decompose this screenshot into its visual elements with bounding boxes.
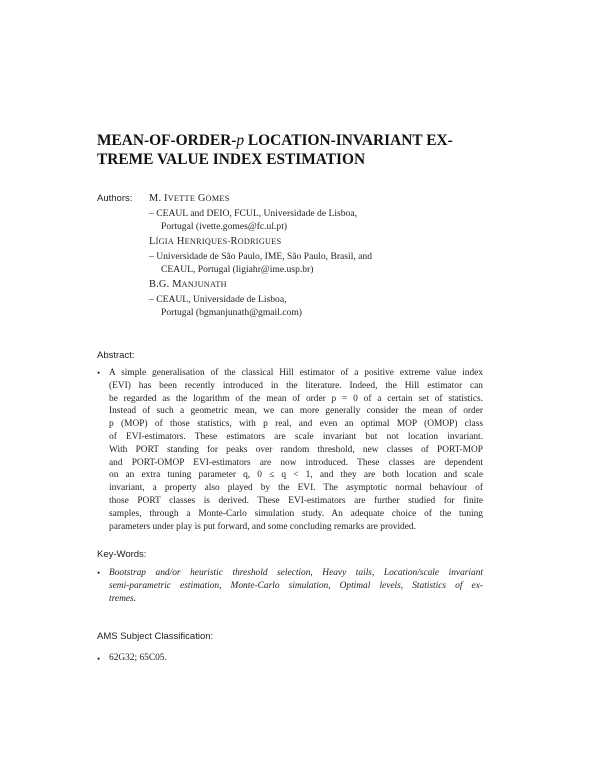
keywords-label: Key-Words: xyxy=(97,549,147,560)
ams-bullet: • xyxy=(97,654,101,664)
abstract-line: With PORT standing for peaks over random threshold, new classes of PORT-MOP xyxy=(109,444,483,455)
keywords-bullet: • xyxy=(97,568,101,578)
abstract-text xyxy=(109,367,483,533)
keywords-line: Bootstrap and/or heuristic threshold selection, Heavy tails, Location/scale invariant xyxy=(109,568,483,578)
authors-label: Authors: xyxy=(97,193,133,204)
title-line-1: MEAN-OF-ORDER-p LOCATION-INVARIANT EX- xyxy=(97,132,453,149)
abstract-line: parameters under play is put forward, and some concluding remarks are provided. xyxy=(109,521,416,532)
abstract-line: and PORT-OMOP EVI-estimators are now introduced. These classes are dependent xyxy=(109,457,483,468)
abstract-line: of EVI-estimators. These estimators are scale invariant but not location invariant. xyxy=(109,431,483,442)
author-3-affiliation-1: – CEAUL, Universidade de Lisboa, xyxy=(149,294,287,305)
author-1-affiliation-2: Portugal (ivette.gomes@fc.ul.pt) xyxy=(161,221,288,232)
abstract-line: A simple generalisation of the classical Hill estimator of a positive extreme value index xyxy=(109,368,483,378)
author-3-name: B.G. MANJUNATH xyxy=(149,279,227,290)
keywords-line: semi-parametric estimation, Monte-Carlo simulation, Optimal levels, Statistics of ex- xyxy=(109,580,483,591)
author-2-affiliation-2: CEAUL, Portugal (ligiahr@ime.usp.br) xyxy=(161,264,314,275)
keywords-line: tremes. xyxy=(109,593,136,604)
abstract-line: on an extra tuning parameter q, 0 ≤ q < 1, and they are both location and scale xyxy=(109,470,483,481)
abstract-line: Instead of such a geometric mean, we can more generally consider the mean of order xyxy=(109,406,483,417)
abstract-line: (EVI) has been recently introduced in the literature. Indeed, the Hill estimator can xyxy=(109,380,483,391)
author-2-affiliation-1: – Universidade de São Paulo, IME, São Paulo, Brasil, and xyxy=(149,251,373,262)
ams-label: AMS Subject Classification: xyxy=(97,631,214,642)
abstract-label: Abstract: xyxy=(97,350,135,361)
title-line-2: TREME VALUE INDEX ESTIMATION xyxy=(97,151,366,168)
abstract-line: be regarded as the logarithm of the mean of order p = 0 of a certain set of statistics. xyxy=(109,393,483,404)
abstract-line: p (MOP) of those statistics, with p real, and even an optimal MOP (OMOP) class xyxy=(109,419,483,430)
ams-value: 62G32; 65C05. xyxy=(109,653,167,663)
abstract-bullet: • xyxy=(97,368,101,378)
author-2-name: LÍGIA HENRIQUES-RODRIGUES xyxy=(149,236,282,247)
author-1-affiliation-1: – CEAUL and DEIO, FCUL, Universidade de Lisboa, xyxy=(149,208,358,219)
abstract-line: samples, through a Monte-Carlo simulation study. An adequate choice of the tuning xyxy=(109,508,483,519)
abstract-line: those PORT classes is derived. These EVI-estimators are further studied for finite xyxy=(109,495,483,506)
author-1-name: M. IVETTE GOMES xyxy=(149,193,230,204)
author-3-affiliation-2: Portugal (bgmanjunath@gmail.com) xyxy=(161,307,302,318)
abstract-line: invariant, a property also played by the EVI. The asymptotic normal behaviour of xyxy=(109,483,483,494)
keywords-text xyxy=(109,567,483,605)
paper-title xyxy=(97,131,487,169)
